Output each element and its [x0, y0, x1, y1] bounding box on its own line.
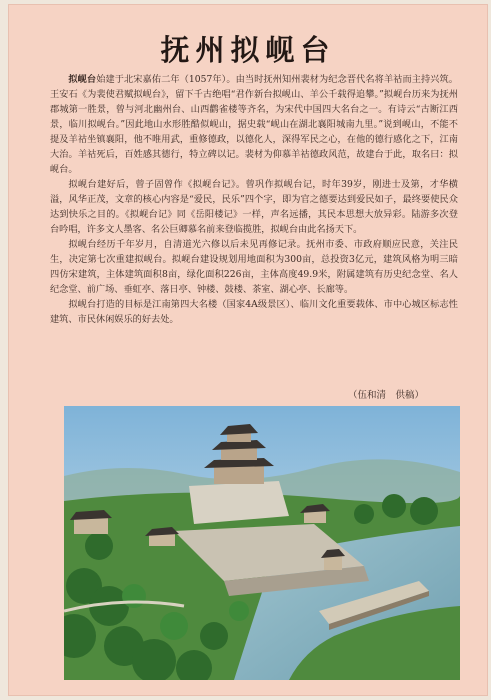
article-body	[50, 72, 458, 327]
page-title: 抚州拟岘台	[160, 33, 336, 67]
paragraph-3: 拟岘台经历千年岁月，自清道光六修以后未见再修记录。抚州市委、市政府顺应民意，关注民生，决定第七次重建拟岘台。拟岘台建设规划用地面积为300亩，总投资3亿元，建筑风格为明三暗四仿宋建筑，主体建筑面积8亩，绿化面积226亩，主体高度49.9米，附属建筑有历史纪念堂、名人纪念堂、前广场、垂虹亭、落日亭、钟楼、鼓楼、茶室、湖心亭、长廊等。	[50, 239, 458, 295]
paragraph-lead-word: 拟岘台	[68, 74, 97, 85]
paragraph-4: 拟岘台打造的目标是江南第四大名楼（国家4A级景区）、临川文化重要载体、市中心城区标志性建筑、市民休闲娱乐的好去处。	[50, 299, 458, 325]
magazine-page	[8, 4, 488, 696]
paragraph-text: 始建于北宋嘉佑二年（1057年）。由当时抚州知州裴材为纪念晋代名将羊祜而主持兴筑。王安石《为裴使君赋拟岘台》，留下千古绝唱“君作新台拟岘山、羊公千载得追攀。”拟岘台历来为抚州郡城第一胜景，曾与河北幽州台、山西鹳雀楼等齐名，为宋代中国四大名台之一。有诗云“古断江西景，临川拟岘台。”因此地山水形胜酷似岘山，据史载“岘山在湖北襄阳城南九里。”说到岘山，不能不提及羊祜坐镇襄阳，他不唯用武，重修德政，以德化人，深得军民之心，在他的德行感化之下，江南大治。羊祜死后，百姓感其德行，特立碑以记。裴材为仰慕羊祜德政风范，故建台于此，取名曰：拟岘台。	[50, 74, 458, 175]
paragraph-1	[50, 72, 458, 177]
author-credit: （伍和清 供稿）	[348, 390, 425, 401]
paragraph-2: 拟岘台建好后，曾子固曾作《拟岘台记》。曾巩作拟岘台记，时年39岁，刚进士及第，才华横溢，风华正茂，文章的核心内容是“爱民，民乐”四个字，即为官之德要达到爱民如子，最终要使民众达到快乐之目的。《拟岘台记》同《岳阳楼记》一样，声名远播，其民本思想大放异彩。陆游多次登台吟唱，许多文人墨客、名公巨卿慕名前来登临揽胜，拟岘台由此名扬天下。	[50, 179, 458, 235]
aerial-rendering-image	[64, 406, 460, 680]
